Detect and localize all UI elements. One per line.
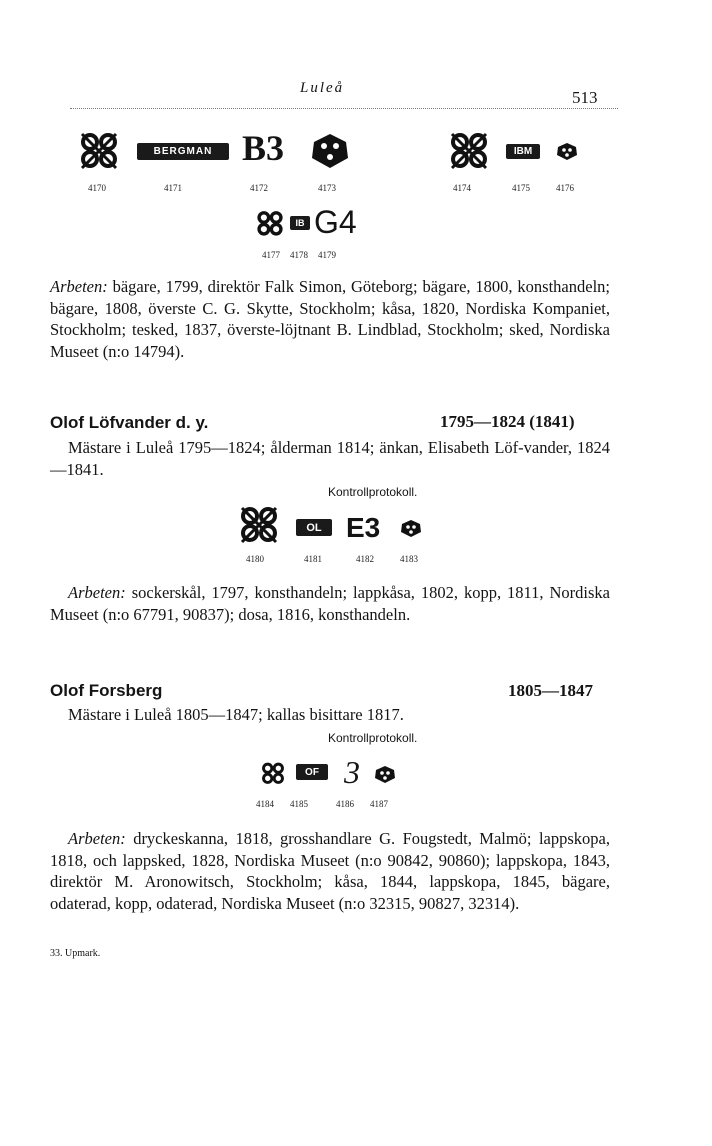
- ib-stamp: IB: [290, 216, 310, 230]
- date-letter-mark: G4: [314, 204, 357, 240]
- three-crowns-mark-icon: [374, 765, 396, 784]
- smith-description: Mästare i Luleå 1795—1824; ålderman 1814; änkan, Elisabeth Löf-vander, 1824—1841.: [50, 438, 610, 479]
- date-letter-mark: 3: [344, 754, 360, 790]
- mark-number: 4172: [250, 183, 268, 193]
- ol-stamp: OL: [296, 519, 332, 536]
- works-text: sockerskål, 1797, konsthandeln; lappkåsa, 1802, kopp, 1811, Nordiska Museet (n:o 67791, 90837); dosa, 1816, konsthandeln.: [50, 583, 610, 624]
- town-mark-icon: [78, 128, 120, 172]
- mark-number: 4187: [370, 799, 388, 809]
- three-crowns-mark-icon: [400, 519, 422, 538]
- ibm-stamp: IBM: [506, 144, 540, 159]
- mark-number: 4174: [453, 183, 471, 193]
- smith-name: Olof Forsberg: [50, 681, 163, 700]
- mark-number: 4170: [88, 183, 106, 193]
- mark-number: 4184: [256, 799, 274, 809]
- three-crowns-mark-icon: [310, 132, 350, 170]
- mark-number: 4183: [400, 554, 418, 564]
- smith-years: 1795—1824 (1841): [440, 412, 575, 431]
- mark-number: 4171: [164, 183, 182, 193]
- works-paragraph: [50, 582, 610, 625]
- mark-number: 4181: [304, 554, 322, 564]
- protocol-note: Kontrollprotokoll.: [328, 731, 418, 745]
- works-label: Arbeten:: [68, 829, 126, 848]
- bergman-stamp: BERGMAN: [137, 143, 229, 160]
- smith-description: Mästare i Luleå 1805—1847; kallas bisittare 1817.: [68, 705, 404, 724]
- town-mark-icon: [255, 208, 285, 238]
- works-label: Arbeten:: [50, 277, 108, 296]
- mark-number: 4173: [318, 183, 336, 193]
- page-number: 513: [572, 88, 598, 107]
- header-rule: [70, 108, 618, 109]
- mark-number: 4179: [318, 250, 336, 260]
- mark-number: 4186: [336, 799, 354, 809]
- three-crowns-mark-icon: [556, 142, 578, 161]
- works-text: dryckeskanna, 1818, grosshandlare G. Fougstedt, Malmö; lappskopa, 1818, och lappsked, 1828, Nordiska Museet (n:o 90842, 90860); lappskopa, 1843, direktör M. Aronowitsch, Stockholm; kåsa, 1844, lappskopa, 1845, bägare, odaterad, kopp, odaterad, Nordiska Museet (n:o 32315, 90827, 32314).: [50, 829, 610, 913]
- town-mark-icon: [238, 502, 280, 546]
- town-mark-icon: [260, 760, 286, 786]
- running-header-place: Luleå: [300, 80, 345, 96]
- smith-name: Olof Löfvander d. y.: [50, 413, 209, 432]
- mark-number: 4180: [246, 554, 264, 564]
- town-mark-icon: [448, 128, 490, 172]
- mark-number: 4175: [512, 183, 530, 193]
- smith-years: 1805—1847: [508, 681, 593, 700]
- mark-number: 4176: [556, 183, 574, 193]
- mark-number: 4182: [356, 554, 374, 564]
- mark-number: 4177: [262, 250, 280, 260]
- date-letter-mark: E3: [346, 512, 381, 543]
- protocol-note: Kontrollprotokoll.: [328, 485, 418, 499]
- works-text: bägare, 1799, direktör Falk Simon, Göteborg; bägare, 1800, konsthandeln; bägare, 1808, överste C. G. Skytte, Stockholm; kåsa, 1820, Nordiska Kompaniet, Stockholm; tesked, 1837, överste-löjtnant B. Lindblad, Stockholm; sked, Nordiska Museet (n:o 14794).: [50, 277, 610, 361]
- date-letter-mark: B3: [242, 128, 285, 168]
- of-stamp: OF: [296, 764, 328, 780]
- works-paragraph: [50, 828, 610, 914]
- mark-number: 4178: [290, 250, 308, 260]
- works-paragraph: [50, 276, 610, 362]
- mark-number: 4185: [290, 799, 308, 809]
- signature-footnote: 33. Upmark.: [50, 948, 101, 959]
- works-label: Arbeten:: [68, 583, 126, 602]
